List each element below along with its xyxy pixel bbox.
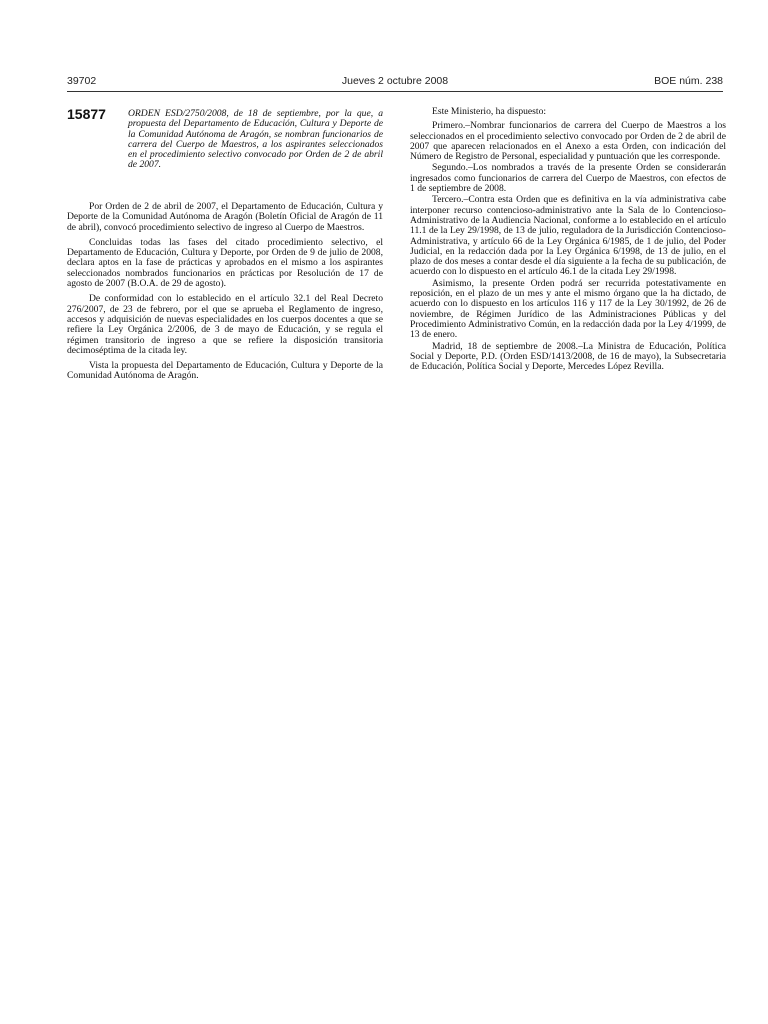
right-column	[410, 107, 726, 373]
page-number: 39702	[67, 75, 97, 87]
right-paragraph: Primero.–Nombrar funcionarios de carrera del Cuerpo de Maestros a los seleccionados en el procedimiento selectivo convocado por Orden de 2 de abril de 2007 que aparecen relacionados en el Anexo a esta Orden, con indicación del Número de Registro de Personal, especialidad y puntuación que les corresponde.	[410, 120, 726, 163]
signature-paragraph: Madrid, 18 de septiembre de 2008.–La Ministra de Educación, Política Social y Deporte, P.D. (Orden ESD/1413/2008, de 16 de mayo), la Subsecretaria de Educación, Política Social y Deporte, Mercedes López Revilla.	[410, 340, 726, 373]
page-header	[67, 75, 723, 91]
publication-date: Jueves 2 octubre 2008	[341, 75, 449, 87]
right-paragraph: Tercero.–Contra esta Orden que es definitiva en la vía administrativa cabe interponer recurso contencioso-administrativo ante la Sala de lo Contencioso-Administrativo de la Audiencia Nacional, conforme a lo establecido en el artículo 11.1 de la Ley 29/1998, de 13 de julio, reguladora de la Jurisdicción Contencioso-Administrativa, y artículo 66 de la Ley Orgánica 6/1985, de 1 de julio, del Poder Judicial, en la redacción dada por la Ley Orgánica 6/1998, de 13 de julio, en el plazo de dos meses a contar desde el día siguiente a la fecha de su publicación, de acuerdo con lo dispuesto en el artículo 46.1 de la citada Ley 29/1998.	[410, 194, 726, 278]
heading-spacer	[67, 187, 383, 202]
left-paragraph: De conformidad con lo establecido en el artículo 32.1 del Real Decreto 276/2007, de 23 de febrero, por el que se aprueba el Reglamento de ingreso, accesos y adquisición de nuevas especialidades en los cuerpos docentes a que se refiere la Ley Orgánica 2/2006, de 3 de mayo de Educación, y se regula el régimen transitorio de ingreso a que se refiere la disposición transitoria decimoséptima de la citada ley.	[67, 293, 383, 356]
order-heading	[67, 107, 383, 187]
order-title: ORDEN ESD/2750/2008, de 18 de septiembre, por la que, a propuesta del Departamento de Educación, Cultura y Deporte de la Comunidad Autónoma de Aragón, se nombran funcionarios de carrera del Cuerpo de Maestros, a los aspirantes seleccionados en el procedimiento selectivo convocado por Orden de 2 de abril de 2007.	[128, 108, 383, 171]
header-rule	[67, 91, 723, 92]
right-paragraph: Segundo.–Los nombrados a través de la presente Orden se considerarán ingresados como funcionarios de carrera del Cuerpo de Maestros, con efectos de 1 de septiembre de 2008.	[410, 162, 726, 195]
left-paragraph: Concluidas todas las fases del citado procedimiento selectivo, el Departamento de Educación, Cultura y Deporte, por Orden de 9 de julio de 2008, declara aptos en la fase de prácticas y aprobados en el mismo a los aspirantes seleccionados nombrados funcionarios en prácticas por Resolución de 17 de agosto de 2007 (B.O.A. de 29 de agosto).	[67, 236, 383, 290]
right-paragraph: Asimismo, la presente Orden podrá ser recurrida potestativamente en reposición, en el plazo de un mes y ante el mismo órgano que la ha dictado, de acuerdo con lo dispuesto en los artículos 116 y 117 de la Ley 30/1992, de 26 de noviembre, de Régimen Jurídico de las Administraciones Públicas y del Procedimiento Administrativo Común, en la redacción dada por la Ley 4/1999, de 13 de enero.	[410, 277, 726, 341]
bulletin-number: BOE núm. 238	[654, 75, 723, 87]
left-paragraph: Por Orden de 2 de abril de 2007, el Departamento de Educación, Cultura y Deporte de la Comunidad Autónoma de Aragón (Boletín Oficial de Aragón de 11 de abril), convocó procedimiento selectivo de ingreso al Cuerpo de Maestros.	[67, 201, 383, 233]
order-number: 15877	[67, 106, 106, 122]
left-paragraph: Vista la propuesta del Departamento de Educación, Cultura y Deporte de la Comunidad Autónoma de Aragón.	[67, 360, 383, 382]
left-column	[67, 107, 383, 387]
right-paragraph: Este Ministerio, ha dispuesto:	[432, 106, 547, 117]
